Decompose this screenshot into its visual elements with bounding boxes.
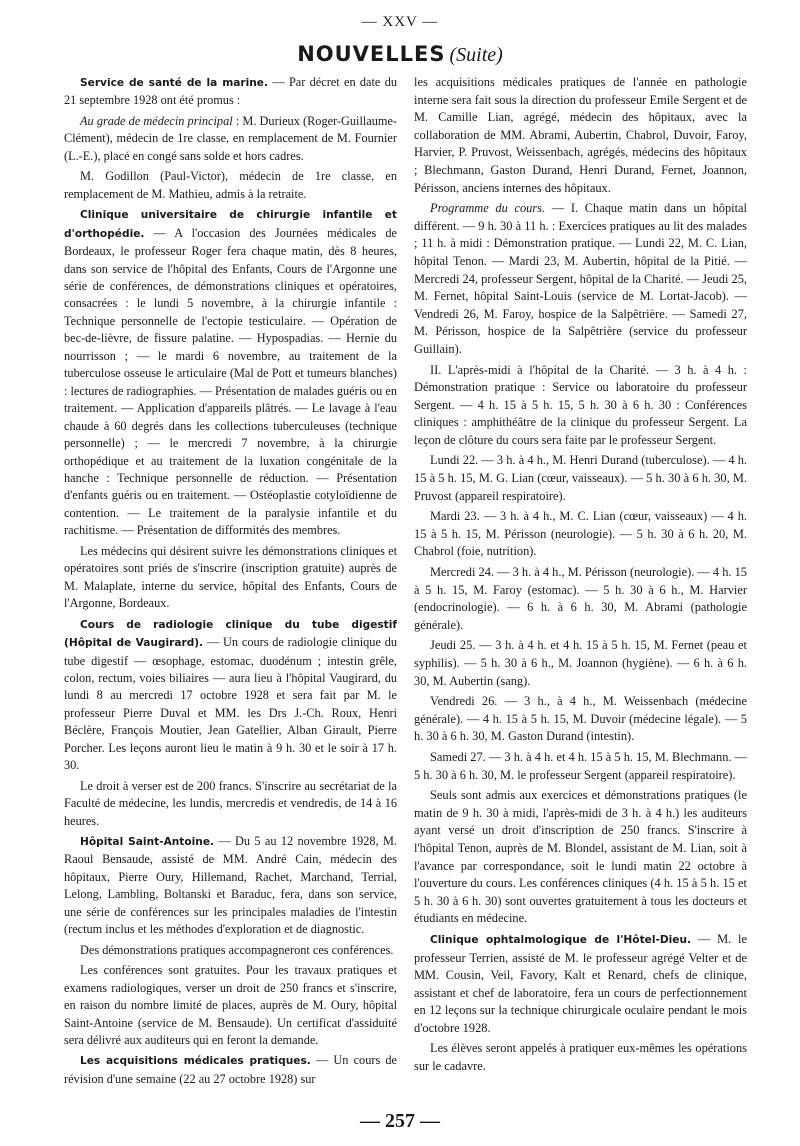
- section-title: NOUVELLES: [297, 42, 446, 66]
- section-title-suffix: (Suite): [449, 44, 503, 66]
- article-text: — Un cours de révision d'une semaine (22 au 27 octobre 1928) sur: [64, 1053, 398, 1086]
- article-paragraph: Mardi 23. — 3 h. à 4 h., M. C. Lian (cœur, vaisseaux) — 4 h. 15 à 5 h. 15, M. Périsson (neurologie). — 5 h. 30 à 6 h. 20, M. Chabrol (foie, nutrition).: [414, 509, 747, 559]
- article-text: — I. Chaque matin dans un hôpital différent. — 9 h. 30 à 11 h. : Exercices pratiques au lit des malades ; 11 h. à midi : Démonstration pratique. — Lundi 22, M. C. Lian, hôpital Tenon. — Mardi 23, M. Aubertin, hôpital de la Pitié. — Mercredi 24, professeur Sergent, hôpital de la Charité. — Jeudi 25, M. Fernet, hôpital Saint-Louis (service de M. Lortat-Jacob). — Vendredi 26, M. Faroy, hospice de la Salpêtrière. — Samedi 27, M. Périsson, hospice de la Salpêtrière (service du professeur Guillain).: [414, 201, 748, 356]
- article-paragraph: M. Godillon (Paul-Victor), médecin de 1re classe, en remplacement de M. Mathieu, admis à la retraite.: [64, 169, 397, 201]
- article-heading: Hôpital Saint-Antoine.: [80, 836, 215, 849]
- article-text: — Du 5 au 12 novembre 1928, M. Raoul Bensaude, assisté de MM. André Cain, médecin des hôpitaux, Pierre Oury, Hillemand, Rachet, Marchand, Terrial, Lelong, Lambling, Boltanski et Baraduc, fera, dans son service, une série de conférences sur les principales maladies de l'intestin (rectum inclus et les méthodes d'exploration et de diagnostic.: [64, 834, 397, 937]
- italic-phrase: Au grade de médecin principal: [80, 113, 233, 128]
- article-heading: Les acquisitions médicales pratiques.: [80, 1055, 311, 1068]
- article-paragraph: Vendredi 26. — 3 h., à 4 h., M. Weissenbach (médecine générale). — 4 h. 15 à 5 h. 15, M. Duvoir (médecine légale). — 5 h. 30 à 6 h. 30, M. Gaston Durand (intestin).: [414, 694, 747, 744]
- page-number: — 257 —: [360, 1110, 440, 1132]
- article-paragraph: Les élèves seront appelés à pratiquer eux-mêmes les opérations sur le cadavre.: [414, 1041, 747, 1074]
- article-text: — M. le professeur Terrien, assisté de M. le professeur agrégé Velter et de MM. Cousin, Veil, Favory, Kalt et Renard, chefs de clinique, assistant et chef de laboratoire, fera un cours de perfectionnement en 12 leçons sur la technique chirurgicale oculaire pendant le mois d'octobre 1928.: [414, 931, 747, 1035]
- article-paragraph: [414, 200, 747, 358]
- italic-phrase: Programme du cours.: [430, 201, 546, 216]
- roman-page-number: — XXV —: [361, 14, 439, 30]
- article-paragraph: Le droit à verser est de 200 francs. S'inscrire au secrétariat de la Faculté de médecine, les lundis, mercredis et vendredis, de 14 à 16 heures.: [64, 778, 397, 828]
- article-paragraph: [64, 206, 397, 540]
- article-paragraph: [64, 74, 397, 110]
- article-paragraph: [64, 1052, 397, 1088]
- article-text: — A l'occasion des Journées médicales de Bordeaux, le professeur Roger fera chaque matin, dès 8 heures, dans son service de l'hôpital des Enfants, Cours de l'Argonne une série de conférences, de démonstrations cliniques et opératoires, consacrées : le lundi 5 novembre, à la chirurgie infantile : Technique personnelle de l'ectopie testiculaire. — Opération de bec-de-lièvre, de fissure palatine. — Hypospadias. — Hernie du nourrisson ; — le mardi 6 novembre, au traitement de la tuberculose osseuse le articulaire (Mal de Pott et tumeurs blanches) : lectures de radiographies. — Présentation de malades guéris ou en traitement. — Application d'appareils plâtrés. — Le lavage à l'eau chaude à 60 degrés dans les collections tuberculeuses (technique personnelle) ; — le mercredi 7 novembre, à la chirurgie orthopédique et au traitement de la luxation congénitale de la hanche : Technique personnelle de réduction. — Présentation d'enfants guéris ou en traitement. — Ostéoplastie cotyloïdienne de contention. — Le traitement de la paralysie infantile et du rachitisme. — Présentation de difformités des membres.: [64, 225, 397, 538]
- article-paragraph: [64, 833, 397, 939]
- article-heading: Cours de radiologie clinique du tube digestif (Hôpital de Vaugirard).: [64, 618, 397, 650]
- page-title: [0, 42, 800, 67]
- article-text: — Par décret en date du 21 septembre 1928 ont été promus :: [64, 75, 397, 108]
- article-paragraph: Samedi 27. — 3 h. à 4 h. et 4 h. 15 à 5 h. 15, M. Blechmann. — 5 h. 30 à 6 h. 30, M. le professeur Sergent (appareil respiratoire).: [414, 749, 747, 782]
- article-text: — Un cours de radiologie clinique du tube digestif — œsophage, estomac, duodénum ; intestin grêle, colon, rectum, voies biliaires — aura lieu à l'hôpital Vaugirard, du lundi 8 au mercredi 17 octobre 1928 et sera fait par M. le professeur Pierre Duval et MM. les Drs J.-Ch. Roux, Henri Béclère, François Moutier, Jean Gatellier, Alban Girault, Pierre Porcher. Les leçons auront lieu le matin à 9 h. 30 et le soir à 17 h. 30.: [64, 635, 397, 773]
- article-paragraph: [414, 931, 747, 1038]
- article-paragraph: Lundi 22. — 3 h. à 4 h., M. Henri Durand (tuberculose). — 4 h. 15 à 5 h. 15, M. G. Lian (cœur, vaisseaux). — 5 h. 30 à 6 h. 30, M. Pruvost (appareil respiratoire).: [414, 453, 747, 503]
- article-paragraph: les acquisitions médicales pratiques de l'année en pathologie interne sera fait sous la direction du professeur Emile Sergent et de M. Camille Lian, agrégé, médecin des hôpitaux, avec la collaboration de MM. Abrami, Aubertin, Chabrol, Duvoir, Faroy, Harvier, P. Pruvost, Weissenbach, agrégés, médecins des hôpitaux ; Blechmann, Gaston Durand, Henri Durand, Fernet, Joannon, Périsson, anciens internes des hôpitaux.: [414, 75, 747, 195]
- article-paragraph: Seuls sont admis aux exercices et démonstrations pratiques (le matin de 9 h. 30 à midi, l'après-midi de 3 h. à 4 h.) les auditeurs ayant versé un droit d'inscription de 250 francs. S'inscrire à l'hôpital Tenon, auprès de M. Blondel, assistant de M. Lian, soit à l'avance par correspondance, soit le lundi matin 22 octobre à l'ouverture du cours. Les conférences cliniques (4 h. 15 à 5 h. 15 et 5 h. 30 à 6 h. 30) sont ouvertes gratuitement à tous les docteurs et étudiants en médecine.: [414, 788, 747, 926]
- article-paragraph: Les conférences sont gratuites. Pour les travaux pratiques et examens radiologiques, verser un droit de 250 francs et s'inscrire, en raison du nombre limité de places, auprès de M. Oury, hôpital Saint-Antoine (service de M. Bensaude). Un certificat d'assiduité sera délivré aux auditeurs qui en feront la demande.: [64, 963, 397, 1048]
- left-column: [64, 74, 397, 1091]
- article-text: : M. Durieux (Roger-Guillaume-Clément), médecin de 1re classe, en remplacement de M. Fournier (L.-E.), placé en congé sans solde et hors cadres.: [64, 113, 398, 163]
- article-paragraph: [64, 113, 397, 165]
- right-column: [414, 74, 747, 1079]
- article-paragraph: Des démonstrations pratiques accompagneront ces conférences.: [80, 942, 394, 957]
- article-paragraph: Jeudi 25. — 3 h. à 4 h. et 4 h. 15 à 5 h. 15, M. Fernet (peau et syphilis). — 5 h. 30 à 6 h., M. Joannon (hygiène). — 6 h. à 6 h. 30, M. Aubertin (sang).: [414, 638, 747, 688]
- article-heading: Clinique universitaire de chirurgie infantile et d'orthopédie.: [64, 209, 397, 240]
- article-heading: Clinique ophtalmologique de l'Hôtel-Dieu.: [430, 933, 692, 946]
- article-paragraph: Les médecins qui désirent suivre les démonstrations cliniques et opératoires sont priés de s'inscrire (inscription gratuite) auprès de M. Malaplate, interne du service, hôpital des Enfants, Cours de l'Argonne, Bordeaux.: [64, 543, 397, 611]
- article-paragraph: Mercredi 24. — 3 h. à 4 h., M. Périsson (neurologie). — 4 h. 15 à 5 h. 15, M. Faroy (estomac). — 5 h. 30 à 6 h., M. Harvier (endocrinologie). — 6 h. à 6 h. 30, M. Abrami (pathologie générale).: [414, 565, 747, 632]
- article-paragraph: [64, 616, 397, 775]
- article-paragraph: II. L'après-midi à l'hôpital de la Charité. — 3 h. à 4 h. : Démonstration pratique : Service ou laboratoire du professeur Sergent. — 4 h. 15 à 5 h. 15, 5 h. 30 à 6 h. 30 : Conférences cliniques : amphithéâtre de la clinique du professeur Sergent. La leçon de clôture du cours sera faite par le professeur Sergent.: [414, 362, 747, 447]
- article-heading: Service de santé de la marine.: [80, 77, 269, 89]
